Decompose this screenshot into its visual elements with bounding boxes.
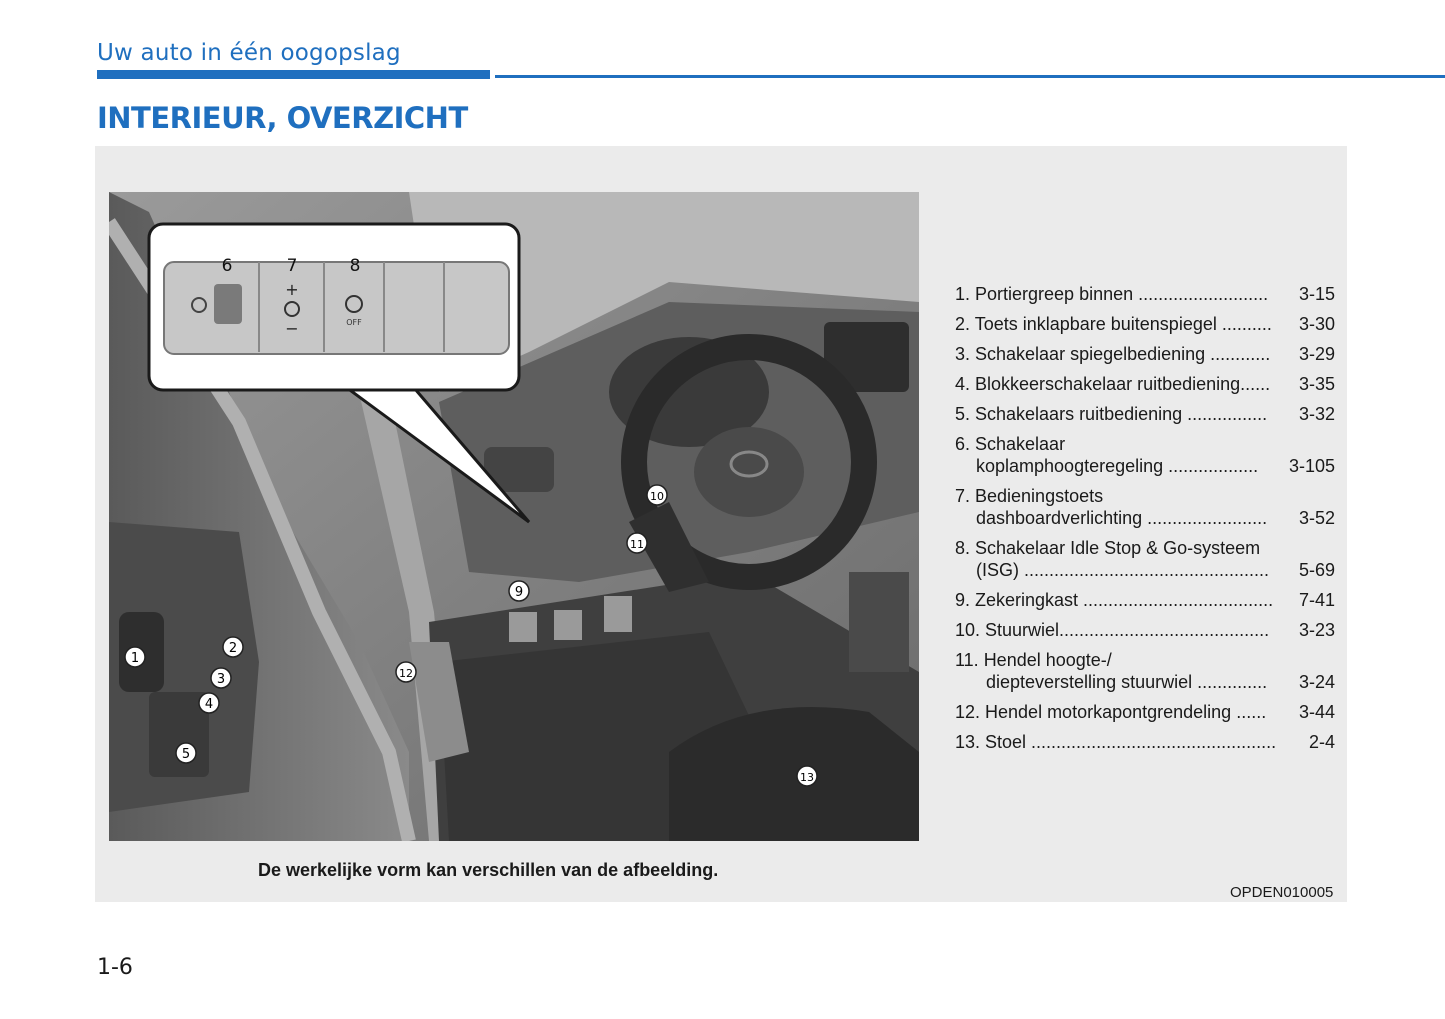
svg-text:1: 1 (130, 651, 140, 666)
inset-pointer (339, 382, 529, 522)
headlamp-leveling-knob (214, 284, 242, 324)
page-number: 1-6 (97, 955, 133, 980)
legend-item: 11. Hendel hoogte-/ diepteverstelling stuurwiel .............. 3-24 (955, 650, 1335, 692)
legend-item: 9. Zekeringkast ...................................... 7-41 (955, 590, 1335, 610)
isg-off-label: OFF (346, 318, 362, 327)
callout-overlay (109, 192, 919, 841)
callout-9 (509, 581, 529, 601)
figure-caption: De werkelijke vorm kan verschillen van de afbeelding. (258, 860, 719, 880)
svg-text:3: 3 (216, 672, 226, 687)
header-rule-thin (495, 75, 1445, 78)
svg-text:9: 9 (514, 585, 524, 600)
page-title: INTERIEUR, OVERZICHT (97, 101, 468, 135)
svg-text:10: 10 (650, 490, 664, 503)
dimmer-minus: − (285, 319, 299, 338)
callout-2 (223, 637, 243, 657)
callout-10 (647, 485, 667, 505)
inset-number-8: 8 (349, 256, 361, 276)
svg-text:13: 13 (800, 771, 814, 784)
legend-item: 2. Toets inklapbare buitenspiegel .......... 3-30 (955, 314, 1335, 334)
svg-text:12: 12 (399, 667, 413, 680)
callout-11 (627, 533, 647, 553)
figure-code: OPDEN010005 (1230, 884, 1334, 901)
callout-5 (176, 743, 196, 763)
svg-text:5: 5 (181, 747, 191, 762)
legend-item: 5. Schakelaars ruitbediening ................ 3-32 (955, 404, 1335, 424)
callout-12 (396, 662, 416, 682)
section-label: Uw auto in één oogopslag (97, 40, 401, 66)
legend-item: 1. Portiergreep binnen .......................... 3-15 (955, 284, 1335, 304)
dimmer-plus: + (285, 280, 299, 299)
legend-item: 10. Stuurwiel.......................................... 3-23 (955, 620, 1335, 640)
header-rule-thick (97, 70, 490, 79)
legend-item: 8. Schakelaar Idle Stop & Go-systeem (ISG) ................................................. 5-69 (955, 538, 1335, 580)
legend-item: 6. Schakelaar koplamphoogteregeling .................. 3-105 (955, 434, 1335, 476)
legend-item: 13. Stoel ................................................. 2-4 (955, 732, 1335, 752)
callout-3 (211, 668, 231, 688)
svg-text:2: 2 (228, 641, 238, 656)
callout-13 (797, 766, 817, 786)
inset-number-6: 6 (221, 256, 233, 276)
inset-number-7: 7 (286, 256, 298, 276)
svg-text:11: 11 (630, 538, 644, 551)
parts-legend (955, 283, 1335, 761)
legend-item: 12. Hendel motorkapontgrendeling ...... 3-44 (955, 702, 1335, 722)
callout-1 (125, 647, 145, 667)
legend-item: 3. Schakelaar spiegelbediening ............ 3-29 (955, 344, 1335, 364)
callout-4 (199, 693, 219, 713)
svg-text:4: 4 (204, 697, 214, 712)
legend-item: 7. Bedieningstoets dashboardverlichting ........................ 3-52 (955, 486, 1335, 528)
legend-item: 4. Blokkeerschakelaar ruitbediening...... 3-35 (955, 374, 1335, 394)
